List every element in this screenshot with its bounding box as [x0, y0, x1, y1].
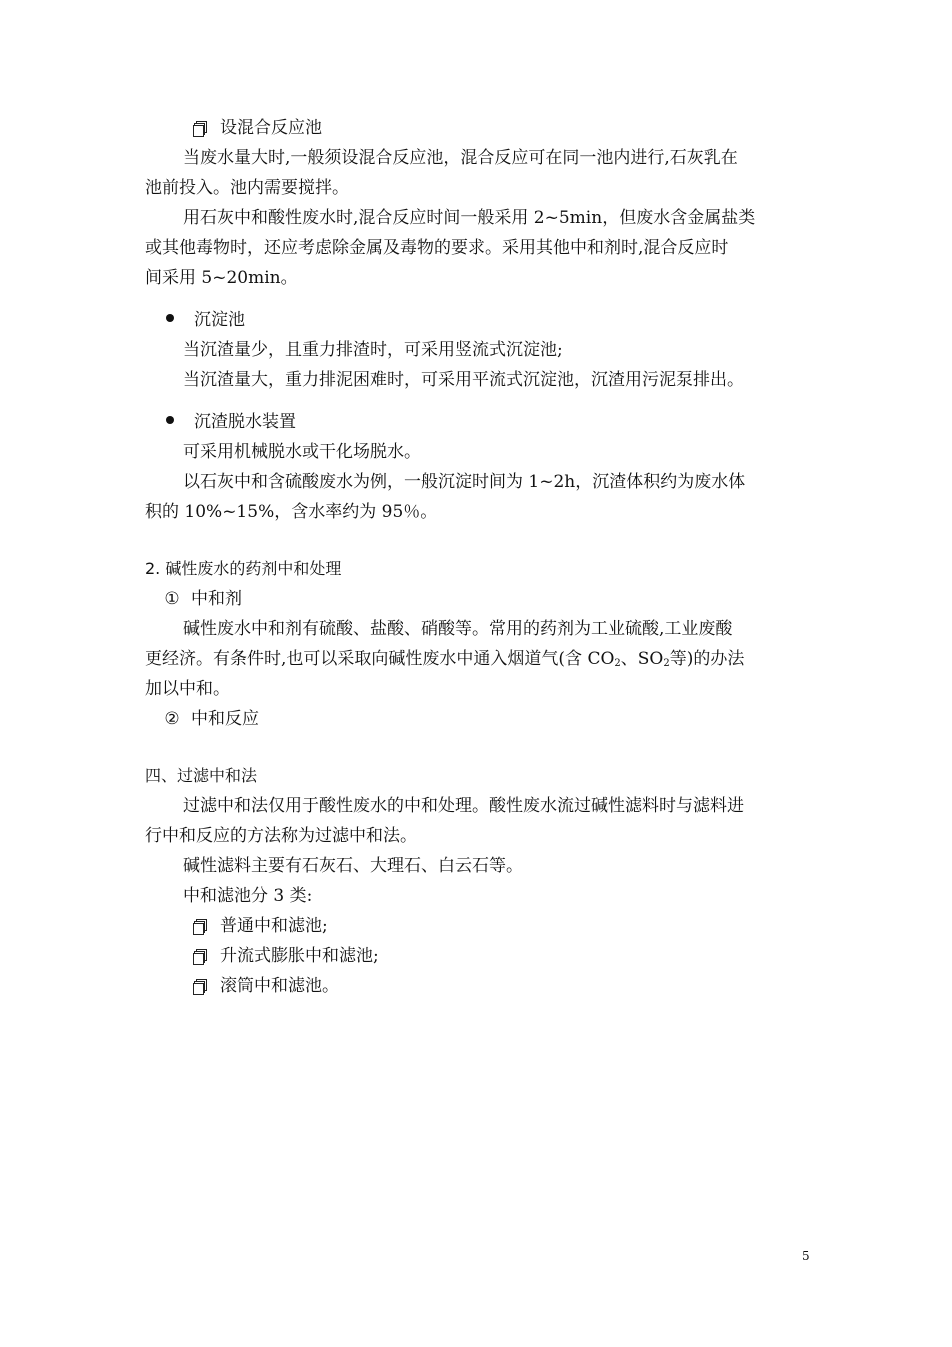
- section-title-filtration: 四、过滤中和法: [145, 766, 258, 785]
- document-stack-icon: [193, 121, 206, 135]
- paragraph-line: 过滤中和法仅用于酸性废水的中和处理。酸性废水流过碱性滤料时与滤料进: [183, 796, 744, 816]
- document-stack-icon: [193, 919, 206, 933]
- subheading-mixing-tank: 设混合反应池: [193, 117, 322, 139]
- paragraph-line: 可采用机械脱水或干化场脱水。: [183, 442, 421, 462]
- numbered-item-reaction: ② 中和反应: [164, 709, 259, 729]
- bullet-icon: [166, 314, 174, 322]
- paragraph-line: 当沉渣量大，重力排泥困难时，可采用平流式沉淀池，沉渣用污泥泵排出。: [183, 370, 744, 390]
- numbered-item-neutralizer: ① 中和剂: [164, 589, 242, 609]
- bullet-heading-dewatering: 沉渣脱水装置: [163, 411, 296, 433]
- paragraph-line: 池前投入。池内需要搅拌。: [145, 178, 349, 198]
- paragraph-line: 以石灰中和含硫酸废水为例，一般沉淀时间为 1~2h，沉渣体积约为废水体: [183, 472, 746, 492]
- bullet-icon: [166, 416, 174, 424]
- list-item: 普通中和滤池;: [193, 915, 328, 937]
- paragraph-line: 碱性滤料主要有石灰石、大理石、白云石等。: [183, 856, 523, 876]
- paragraph-line: 更经济。有条件时,也可以采取向碱性废水中通入烟道气(含 $CO_2$、$SO_2$等)的办法: [145, 649, 745, 669]
- page-number: 5: [802, 1249, 810, 1263]
- section-title-alkaline: 2. 碱性废水的药剂中和处理: [145, 559, 342, 578]
- paragraph-line: 当沉渣量少，且重力排渣时，可采用竖流式沉淀池;: [183, 340, 563, 360]
- document-stack-icon: [193, 949, 206, 963]
- paragraph-line: 中和滤池分 3 类:: [183, 886, 313, 906]
- paragraph-line: 积的 10%~15%，含水率约为 95％。: [145, 502, 438, 522]
- paragraph-line: 加以中和。: [145, 679, 230, 699]
- bullet-heading-sedimentation: 沉淀池: [163, 309, 245, 331]
- list-item: 升流式膨胀中和滤池;: [193, 945, 379, 967]
- paragraph-line: 或其他毒物时，还应考虑除金属及毒物的要求。采用其他中和剂时,混合反应时: [145, 238, 729, 258]
- paragraph-line: 行中和反应的方法称为过滤中和法。: [145, 826, 417, 846]
- document-stack-icon: [193, 979, 206, 993]
- paragraph-line: 间采用 5~20min。: [145, 268, 298, 288]
- paragraph-line: 当废水量大时,一般须设混合反应池，混合反应可在同一池内进行,石灰乳在: [183, 148, 738, 168]
- list-item: 滚筒中和滤池。: [193, 975, 339, 997]
- paragraph-line: 碱性废水中和剂有硫酸、盐酸、硝酸等。常用的药剂为工业硫酸,工业废酸: [183, 619, 733, 639]
- paragraph-line: 用石灰中和酸性废水时,混合反应时间一般采用 2~5min，但废水含金属盐类: [183, 208, 756, 228]
